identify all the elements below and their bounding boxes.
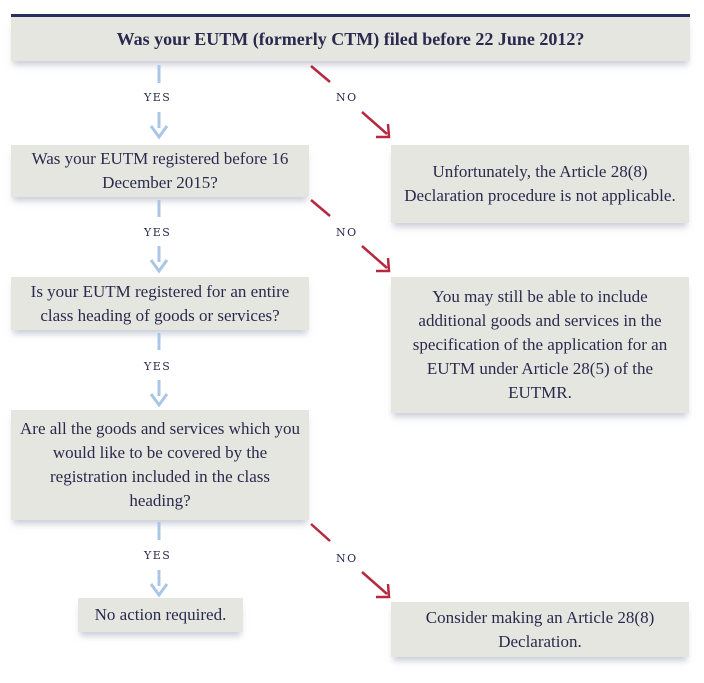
yes-label-1: YES <box>144 91 172 104</box>
yes-label-3: YES <box>144 360 172 373</box>
yes-label-2: YES <box>144 226 172 239</box>
no-label-3: NO <box>336 552 358 565</box>
no-label-2: NO <box>336 226 358 239</box>
outcome-make-declaration: Consider making an Article 28(8) Declaration. <box>391 602 689 657</box>
question-entire-class-heading: Is your EUTM registered for an entire class heading of goods or services? <box>11 277 309 330</box>
question-registered-before-2015: Was your EUTM registered before 16 December 2015? <box>11 145 309 197</box>
no-label-1: NO <box>336 91 358 104</box>
start-question: Was your EUTM (formerly CTM) filed before 22 June 2012? <box>11 17 690 61</box>
question-goods-covered: Are all the goods and services which you would like to be covered by the registration included in the class heading? <box>11 410 309 520</box>
outcome-article-28-5: You may still be able to include additional goods and services in the specification of the application for an EUTM under Article 28(5) of the EUTMR. <box>391 277 689 413</box>
yes-label-4: YES <box>144 549 172 562</box>
outcome-not-applicable: Unfortunately, the Article 28(8) Declaration procedure is not applicable. <box>391 145 689 223</box>
outcome-no-action: No action required. <box>78 598 243 632</box>
